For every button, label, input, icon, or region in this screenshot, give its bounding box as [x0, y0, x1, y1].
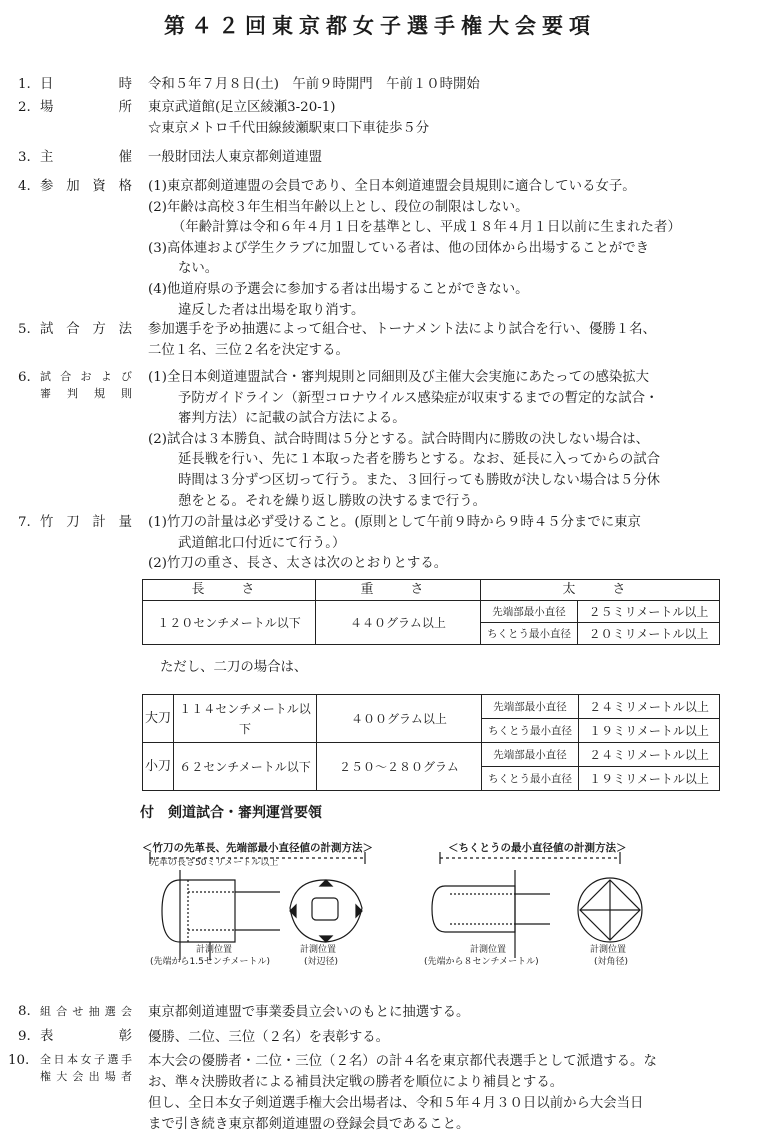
thickness-value: １９ミリメートル以上: [579, 719, 720, 743]
text-line: 延長戦を行い、先に１本取った者を勝ちとする。なお、延長に入ってからの試合: [178, 452, 661, 468]
header-thickness: 太 さ: [481, 580, 720, 601]
thickness-key: ちくとう最小直径: [481, 623, 578, 645]
text-line: （年齢計算は令和６年４月１日を基準とし、平成１８年４月１日以前に生まれた者）: [172, 220, 681, 236]
header-length: 長 さ: [143, 580, 316, 601]
text-line: お、準々決勝敗者による補員決定戦の勝者を順位により補員とする。: [148, 1075, 564, 1090]
weight-value: ２５０～２８０グラム: [317, 743, 482, 791]
section-number: 4.: [18, 179, 31, 194]
section-body: [148, 513, 708, 575]
section-label: 試 合 方 法: [40, 322, 132, 337]
left-measure-label: 計測位置: [196, 945, 233, 955]
section-label: 竹 刀 計 量: [40, 515, 132, 530]
thickness-value: ２４ミリメートル以上: [579, 743, 720, 767]
text-line: 本大会の優勝者・二位・三位（２名）の計４名を東京都代表選手として派遣する。な: [148, 1054, 657, 1069]
section-body: [148, 148, 708, 169]
thickness-key: 先端部最小直径: [482, 695, 579, 719]
thickness-key: 先端部最小直径: [482, 743, 579, 767]
section-label: 組 合 せ 抽 選 会: [40, 1005, 132, 1018]
weight-value: ４４０グラム以上: [316, 601, 481, 645]
text-line: (2)竹刀の重さ、長さ、太さは次のとおりとする。: [148, 556, 448, 572]
text-line: 東京武道館(足立区綾瀬3-20-1): [148, 100, 336, 115]
section-number: 6.: [18, 370, 31, 385]
section-label: 試 合 お よ び 審 判 規 則: [40, 370, 132, 400]
section-number: 1.: [18, 77, 31, 92]
left-measure-sub: (先端から1.5センチメートル): [150, 957, 270, 967]
text-line: (3)高体連および学生クラブに加盟している者は、他の団体から出場することができ: [148, 240, 650, 256]
text-line: (1)東京都剣道連盟の会員であり、全日本剣道連盟会員規則に適合している女子。: [148, 179, 636, 194]
section-body: [148, 177, 708, 321]
left-measure-sub2: (対辺径): [304, 957, 339, 967]
text-line: (2)試合は３本勝負、試合時間は５分とする。試合時間内に勝敗の決しない場合は、: [148, 431, 650, 447]
left-note: 先革の長さ50ミリメートル以上: [150, 858, 279, 868]
text-line: 一般財団法人東京都剣道連盟: [148, 150, 323, 165]
text-line: 参加選手を予め抽選によって組合せ、トーナメント法により試合を行い、優勝１名、: [148, 322, 656, 337]
header-weight: 重 さ: [316, 580, 481, 601]
section-number: 9.: [18, 1029, 31, 1044]
thickness-key: 先端部最小直径: [481, 601, 578, 623]
text-line: 優勝、二位、三位（２名）を表彰する。: [148, 1030, 390, 1045]
section-label: 場 所: [40, 100, 132, 115]
right-diagram-caption: ＜ちくとうの最小直径値の計測方法＞: [448, 842, 627, 854]
text-line: 東京都剣道連盟で事業委員立会いのもとに抽選する。: [148, 1005, 470, 1020]
text-line: 時間は３分ずつ区切って行う。また、３回行っても勝敗が決しない場合は５分休: [178, 472, 661, 488]
sword-type: 小刀: [143, 743, 174, 791]
section-body: [148, 1051, 708, 1135]
right-measure-sub2: (対角径): [594, 957, 629, 967]
text-line: (1)全日本剣道連盟試合・審判規則と同細則及び主催大会実施にあたっての感染拡大: [148, 370, 650, 385]
thickness-value: １９ミリメートル以上: [579, 767, 720, 791]
section-body: [148, 320, 708, 361]
text-line: 審判方法）に記載の試合方法による。: [178, 411, 406, 427]
weight-value: ４００グラム以上: [317, 695, 482, 743]
text-line: 憩をとる。それを繰り返し勝敗の決するまで行う。: [178, 493, 486, 509]
section-body: [148, 75, 708, 96]
text-line: 違反した者は出場を取り消す。: [178, 302, 365, 318]
section-label: 参 加 資 格: [40, 179, 132, 194]
section-number: 10.: [8, 1053, 30, 1068]
section-body: [148, 368, 708, 512]
thickness-value: ２０ミリメートル以上: [578, 623, 720, 645]
page-title: 第４２回東京都女子選手権大会要項: [164, 13, 596, 38]
section-number: 3.: [18, 150, 31, 165]
section-number: 8.: [18, 1004, 31, 1019]
text-line: 二位１名、三位２名を決定する。: [148, 342, 349, 358]
text-line: (2)年齢は高校３年生相当年齢以上とし、段位の制限はしない。: [148, 199, 529, 215]
thickness-value: ２４ミリメートル以上: [579, 695, 720, 719]
right-measure-label2: 計測位置: [590, 945, 627, 955]
left-measure-label2: 計測位置: [300, 945, 337, 955]
section-label: 表 彰: [40, 1029, 132, 1044]
length-value: １１４センチメートル以下: [174, 695, 317, 743]
sword-type: 大刀: [143, 695, 174, 743]
section-body: [148, 1002, 708, 1023]
text-line: 令和５年７月８日(土) 午前９時開門 午前１０時開始: [148, 77, 480, 92]
length-value: ６２センチメートル以下: [174, 743, 317, 791]
shinai-spec-table: [142, 579, 720, 645]
nito-spec-table: [142, 694, 720, 791]
text-line: 予防ガイドライン（新型コロナウイルス感染症が収束するまでの暫定的な試合・: [178, 390, 659, 406]
thickness-key: ちくとう最小直径: [482, 767, 579, 791]
section-body: [148, 98, 708, 139]
section-label: 主 催: [40, 150, 132, 165]
text-line: 但し、全日本女子剣道選手権大会出場者は、令和５年４月３０日以前から大会当日: [148, 1096, 644, 1111]
right-measure-sub: (先端から８センチメートル): [424, 957, 539, 967]
text-line: ない。: [178, 261, 219, 277]
text-line: 武道館北口付近にて行う。）: [178, 535, 346, 551]
left-diagram-caption: ＜竹刀の先革長、先端部最小直径値の計測方法＞: [142, 842, 373, 854]
section-body: [148, 1027, 708, 1048]
text-line: ☆東京メトロ千代田線綾瀬駅東口下車徒歩５分: [148, 120, 430, 136]
section-number: 7.: [18, 515, 31, 530]
thickness-key: ちくとう最小直径: [482, 719, 579, 743]
text-line: (4)他道府県の予選会に参加する者は出場することができない。: [148, 281, 529, 297]
text-line: (1)竹刀の計量は必ず受けること。(原則として午前９時から９時４５分までに東京: [148, 515, 641, 530]
length-value: １２０センチメートル以下: [143, 601, 316, 645]
section-label: 全 日 本 女 子 選 手 権 大 会 出 場 者: [40, 1053, 132, 1083]
right-measure-label: 計測位置: [470, 945, 507, 955]
text-line: まで引き続き東京都剣道連盟の登録会員であること。: [148, 1117, 470, 1132]
thickness-value: ２５ミリメートル以上: [578, 601, 720, 623]
section-number: 5.: [18, 322, 31, 337]
appendix-heading: 付 剣道試合・審判運営要領: [140, 805, 322, 821]
section-number: 2.: [18, 100, 31, 115]
nito-note: ただし、二刀の場合は、: [160, 660, 308, 675]
section-label: 日 時: [40, 77, 132, 92]
